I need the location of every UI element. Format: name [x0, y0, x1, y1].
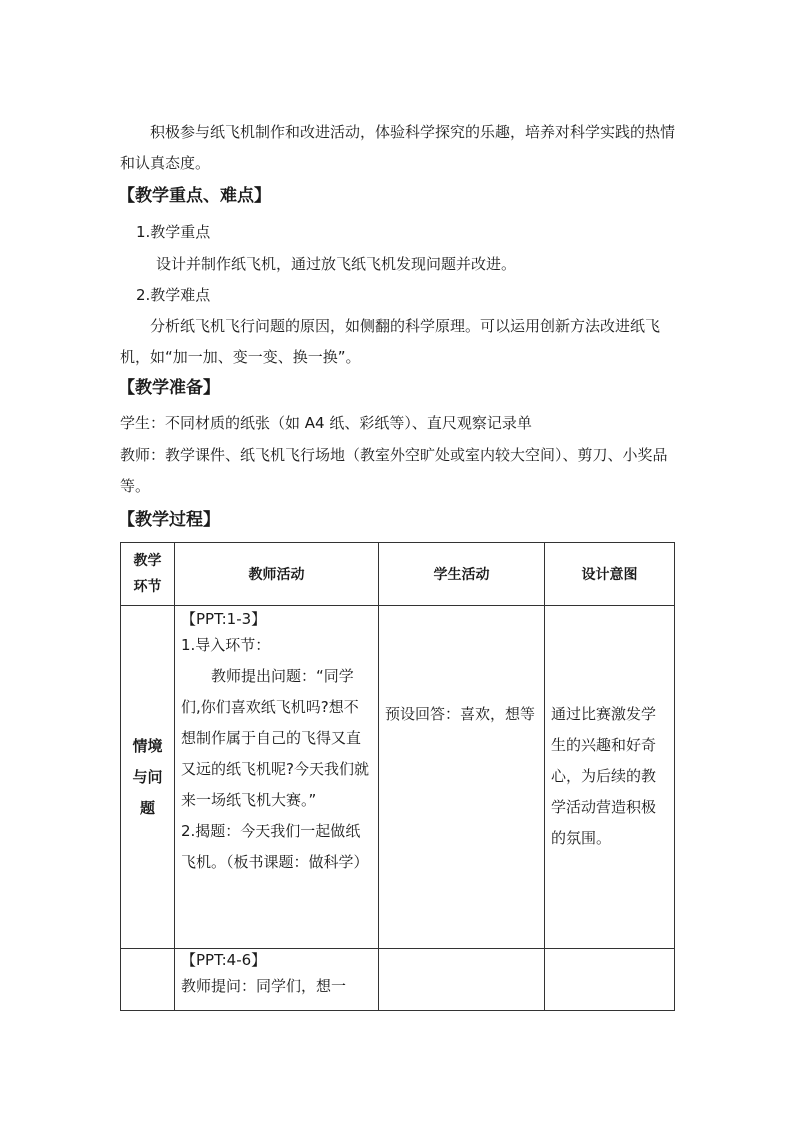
student-activity-cell-empty [379, 949, 545, 1011]
difficulty-label: 2.教学难点 [136, 286, 211, 304]
teacher-quote: 教师提出问题：“同学们,你们喜欢纸飞机吗?想不想制作属于自己的飞得又直又远的纸飞机呢?今天我们就来一场纸飞机大赛。” [181, 667, 369, 809]
stage-line3: 题 [139, 798, 155, 817]
header-teacher: 教师活动 [175, 543, 379, 606]
header-student: 学生活动 [379, 543, 545, 606]
stage-cell-empty [121, 949, 175, 1011]
intro-step: 1.导入环节： [181, 636, 271, 654]
stage-cell [121, 606, 175, 949]
header-stage-line2: 环节 [133, 579, 162, 595]
table-row [121, 949, 675, 1011]
key-points-heading: 【教学重点、难点】 [118, 186, 271, 206]
teacher-activity-cell [175, 949, 379, 1011]
topic-step: 2.揭题：今天我们一起做纸飞机。（板书课题：做科学） [181, 822, 369, 871]
student-activity-text: 预设回答：喜欢，想等 [385, 705, 536, 723]
teacher-activity-cell [175, 606, 379, 949]
teacher-question: 教师提问：同学们，想一 [181, 977, 347, 995]
table-row [121, 606, 675, 949]
intro-paragraph: 积极参与纸飞机制作和改进活动，体验科学探究的乐趣，培养对科学实践的热情和认真态度。 [120, 123, 676, 172]
prep-teacher: 教师：教学课件、纸飞机飞行场地（教室外空旷处或室内较大空间）、剪刀、小奖品等。 [120, 446, 668, 495]
process-heading: 【教学过程】 [118, 510, 220, 530]
prep-heading: 【教学准备】 [118, 378, 220, 398]
process-table [120, 542, 675, 1011]
prep-students: 学生：不同材质的纸张（如 A4 纸、彩纸等）、直尺观察记录单 [120, 414, 532, 432]
stage-line1: 情境 [132, 736, 163, 755]
difficulty-text: 分析纸飞机飞行问题的原因，如侧翻的科学原理。可以运用创新方法改进纸飞机，如“加一加、变一变、换一换”。 [120, 317, 661, 366]
header-stage [121, 543, 175, 606]
header-stage-line1: 教学 [133, 553, 162, 569]
header-intent: 设计意图 [545, 543, 675, 606]
design-intent-cell [545, 606, 675, 949]
focus-label: 1.教学重点 [136, 223, 211, 241]
focus-text: 设计并制作纸飞机，通过放飞纸飞机发现问题并改进。 [156, 255, 517, 273]
design-intent-cell-empty [545, 949, 675, 1011]
student-activity-cell [379, 606, 545, 949]
ppt-label: 【PPT:4-6】 [181, 951, 267, 969]
stage-line2: 与问 [132, 767, 163, 786]
design-intent-text: 通过比赛激发学生的兴趣和好奇心，为后续的教学活动营造积极的氛围。 [551, 705, 657, 847]
table-header-row [121, 543, 675, 606]
ppt-label: 【PPT:1-3】 [181, 610, 267, 628]
